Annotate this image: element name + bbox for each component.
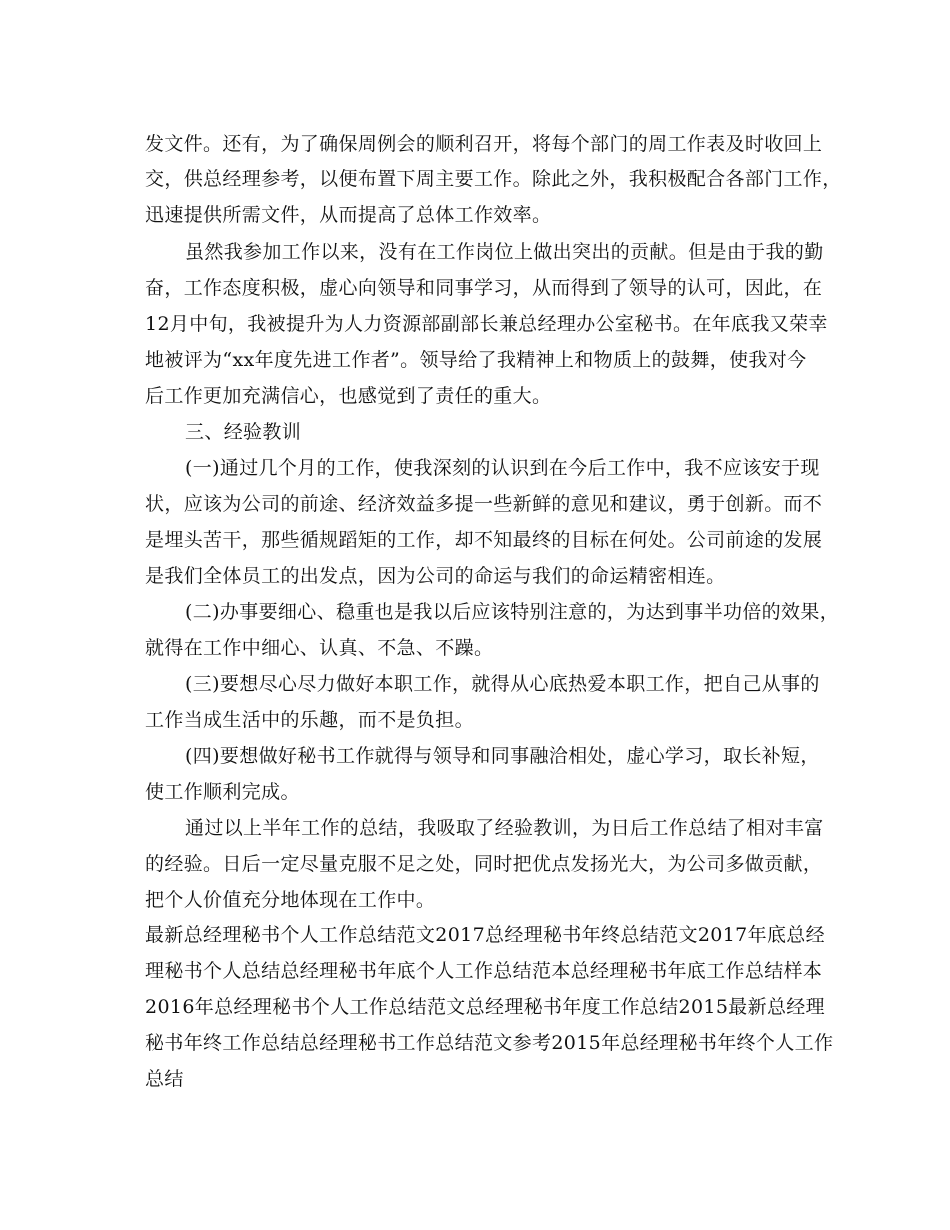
paragraph-line: 12月中旬，我被提升为人力资源部副部长兼总经理办公室秘书。在年底我又荣幸 [145,313,828,335]
paragraph-line: 奋，工作态度积极，虚心向领导和同事学习，从而得到了领导的认可，因此，在 [145,277,823,299]
paragraph-line: 是埋头苦干，那些循规蹈矩的工作，却不知最终的目标在何处。公司前途的发展 [145,529,823,551]
related-articles-line: 2016年总经理秘书个人工作总结范文总经理秘书年度工作总结2015最新总经理 [145,996,826,1018]
paragraph-line: 就得在工作中细心、认真、不急、不躁。 [145,637,494,659]
related-articles-line: 总结 [145,1068,184,1090]
related-articles-line: 秘书年终工作总结总经理秘书工作总结范文参考2015年总经理秘书年终个人工作 [145,1032,834,1054]
paragraph-line: 工作当成生活中的乐趣，而不是负担。 [145,709,474,731]
paragraph-line: 通过以上半年工作的总结，我吸取了经验教训，为日后工作总结了相对丰富 [185,817,824,839]
related-articles-line: 最新总经理秘书个人工作总结范文2017总经理秘书年终总结范文2017年底总经 [145,924,826,946]
paragraph-line: 的经验。日后一定尽量克服不足之处，同时把优点发扬光大，为公司多做贡献， [145,853,823,875]
paragraph-line: 迅速提供所需文件，从而提高了总体工作效率。 [145,204,552,226]
paragraph-line: 发文件。还有，为了确保周例会的顺利召开，将每个部门的周工作表及时收回上 [145,133,823,155]
paragraph-line: 地被评为“xx年度先进工作者”。领导给了我精神上和物质上的鼓舞，使我对今 [145,349,807,371]
paragraph-line: (二)办事要细心、稳重也是我以后应该特别注意的，为达到事半功倍的效果， [185,601,840,623]
paragraph-line: 把个人价值充分地体现在工作中。 [145,889,436,911]
paragraph-line: 后工作更加充满信心，也感觉到了责任的重大。 [145,385,552,407]
paragraph-line: (三)要想尽心尽力做好本职工作，就得从心底热爱本职工作，把自己从事的 [185,673,820,695]
paragraph-line: 使工作顺利完成。 [145,781,300,803]
paragraph-line: (四)要想做好秘书工作就得与领导和同事融洽相处，虚心学习，取长补短， [185,745,820,767]
paragraph-line: 虽然我参加工作以来，没有在工作岗位上做出突出的贡献。但是由于我的勤 [185,241,824,263]
paragraph-line: 交，供总经理参考，以便布置下周主要工作。除此之外，我积极配合各部门工作， [145,168,842,190]
related-articles-line: 理秘书个人总结总经理秘书年底个人工作总结范本总经理秘书年底工作总结样本 [145,960,823,982]
section-heading: 三、经验教训 [185,421,302,443]
paragraph-line: (一)通过几个月的工作，使我深刻的认识到在今后工作中，我不应该安于现 [185,457,820,479]
paragraph-line: 是我们全体员工的出发点，因为公司的命运与我们的命运精密相连。 [145,565,726,587]
paragraph-line: 状，应该为公司的前途、经济效益多提一些新鲜的意见和建议，勇于创新。而不 [145,493,823,515]
